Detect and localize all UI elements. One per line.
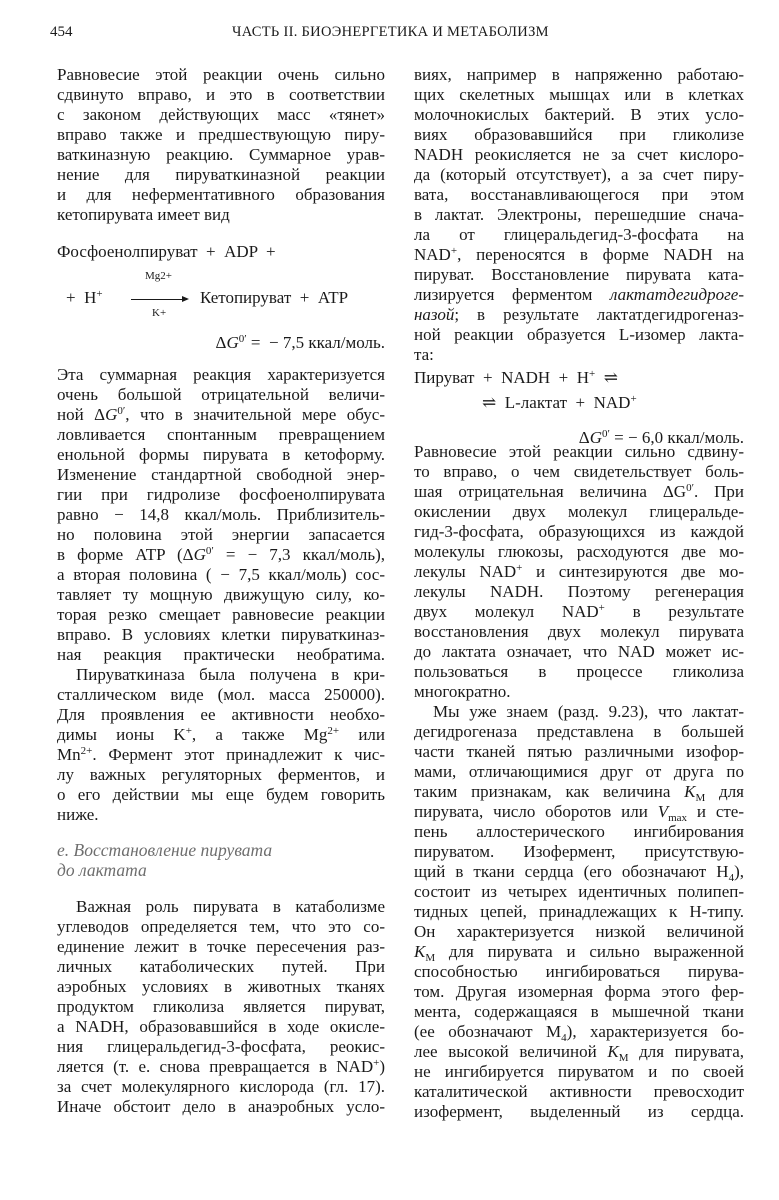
paragraph — [57, 365, 385, 665]
text-line — [414, 105, 744, 125]
text-run: и сте- — [687, 802, 745, 821]
superscript: + — [630, 393, 637, 405]
text-run: лее высокой величиной — [414, 1042, 608, 1061]
line-text: равно − 14,8 ккал/моль. Приблизитель- — [57, 505, 385, 524]
text-run: ; в результате лактатдегидрогеназ- — [454, 305, 744, 324]
line-text: лу важных регуляторных ферментов, и — [57, 765, 385, 784]
text-line — [57, 585, 385, 605]
text-line — [57, 785, 385, 805]
line-text: а NADH, образовавшийся в ходе окисле- — [57, 1017, 385, 1036]
italic-text: V — [657, 802, 669, 821]
text-run: таким признакам, как величина — [414, 782, 685, 801]
text-line — [57, 85, 385, 105]
text-line — [57, 997, 385, 1017]
text-line — [414, 742, 744, 762]
text-line — [414, 482, 744, 502]
italic-text: K — [607, 1042, 619, 1061]
text-line — [414, 782, 744, 802]
text-line — [57, 525, 385, 545]
text-line — [57, 565, 385, 585]
line-text: а вторая половина ( − 7,5 ккал/моль) сос- — [57, 565, 385, 584]
text-line — [414, 942, 744, 962]
line-text: мента, содержащаяся в мышечной ткани — [414, 1002, 744, 1021]
text-line — [57, 505, 385, 525]
paragraph — [414, 65, 744, 365]
text-run: ), — [734, 862, 744, 881]
text-line — [414, 1002, 744, 1022]
paragraph — [414, 442, 744, 702]
text-run: ной Δ — [57, 405, 106, 424]
line-text: кетопирувата имеет вид — [57, 205, 230, 224]
equation-line — [414, 368, 618, 388]
text-line — [57, 185, 385, 205]
line-text: ниже. — [57, 805, 99, 824]
reaction-arrow-icon — [131, 299, 187, 300]
line-text: гид-3-фосфата, образующихся из каждой — [414, 522, 744, 541]
text-line — [414, 345, 744, 365]
line-text: то вправо, о чем свидетельствует боль- — [414, 462, 744, 481]
text-run: ), характеризуется бо- — [566, 1022, 744, 1041]
superscript: + — [373, 1057, 380, 1069]
text-run: Пируват + NADH + H — [414, 368, 590, 387]
text-line — [414, 822, 744, 842]
page-number: 454 — [50, 24, 73, 40]
superscript: + — [516, 562, 523, 574]
text-run: лекулы NAD — [414, 562, 517, 581]
text-run: Δ — [215, 333, 227, 352]
text-line — [57, 105, 385, 125]
text-run: в форме ATP (Δ — [57, 545, 194, 564]
line-text: до лактата — [57, 860, 147, 880]
text-line — [57, 125, 385, 145]
line-text: о его действии мы еще будем говорить — [57, 785, 385, 804]
text-line — [57, 445, 385, 465]
text-run: ляется (т. е. снова превращается в NAD — [57, 1057, 374, 1076]
line-text: дегидрогеназа представлена в большей — [414, 722, 744, 741]
text-line — [414, 582, 744, 602]
text-line — [57, 1017, 385, 1037]
subscript: 4 — [728, 872, 735, 884]
text-run: и синтезируются две мо- — [522, 562, 744, 581]
text-line — [414, 245, 744, 265]
superscript: 0′ — [601, 428, 610, 440]
text-line — [57, 365, 385, 385]
text-line — [414, 165, 744, 185]
line-text: Иначе обстоит дело в анаэробных усло- — [57, 1097, 385, 1116]
paragraph — [414, 702, 744, 1122]
superscript: 0′ — [117, 405, 126, 417]
text-line — [414, 85, 744, 105]
text-line — [57, 485, 385, 505]
line-text: и для неферментативного образования — [57, 185, 385, 204]
line-text: единение лежит в точке пересечения раз- — [57, 937, 385, 956]
line-text: с законом действующих масс «тянет» — [57, 105, 385, 124]
superscript: 0′ — [686, 482, 694, 494]
italic-text: K — [684, 782, 696, 801]
text-run: для пирувата и сильно выраженной — [435, 942, 744, 961]
subscript: M — [695, 792, 706, 804]
text-line — [414, 602, 744, 622]
line-text: ния глицеральдегид-3-фосфата, реокис- — [57, 1037, 385, 1056]
text-line — [414, 205, 744, 225]
catalyst-below: K+ — [152, 307, 167, 319]
text-line — [57, 405, 385, 425]
section-heading — [57, 840, 385, 880]
italic-text: назой — [414, 305, 455, 324]
line-text: мами, отличающимися друг от друга по — [414, 762, 744, 781]
line-text: Пируваткиназа была получена в кри- — [76, 665, 385, 684]
text-line — [57, 65, 385, 85]
text-line — [57, 425, 385, 445]
text-line — [57, 465, 385, 485]
line-text: изофермент, выделенный из сердца. — [414, 1102, 744, 1121]
text-line — [57, 685, 385, 705]
paragraph — [57, 665, 385, 825]
line-text: способностью ингибироваться пирува- — [414, 962, 744, 981]
line-text: ла от глицеральдегид-3-фосфата на — [414, 225, 744, 244]
line-text: состоит из четырех идентичных полипеп- — [414, 882, 744, 901]
text-line — [414, 65, 744, 85]
line-text: до лактата означает, что NAD может ис- — [414, 642, 744, 661]
subscript: M — [425, 952, 436, 964]
text-line — [414, 1062, 744, 1082]
line-text: виях, например в напряженно работаю- — [414, 65, 744, 84]
italic-text: G — [193, 545, 206, 564]
line-text: пируват. Восстановление пирувата ката- — [414, 265, 744, 284]
line-text: Для проявления ее активности необхо- — [57, 705, 385, 724]
line-text: е. Восстановление пирувата — [57, 840, 273, 860]
line-text: за счет молекулярного кислорода (гл. 17). — [57, 1077, 385, 1096]
text-line — [414, 462, 744, 482]
line-text: да (который отсутствует), а за счет пиру- — [414, 165, 744, 184]
text-run: , а также Mg — [191, 725, 328, 744]
text-line — [57, 1057, 385, 1077]
line-text: пируватом. Изофермент, присутствую- — [414, 842, 744, 861]
line-text: сдвинуто вправо, и это в соответствии — [57, 85, 385, 104]
text-run: Δ — [578, 428, 590, 447]
text-run: ⇌ L-лактат + NAD — [482, 393, 631, 412]
line-text: вправо. В условиях клетки пируваткиназ- — [57, 625, 385, 644]
text-line — [414, 922, 744, 942]
italic-text: G — [589, 428, 602, 447]
catalyst-above: Mg2+ — [145, 270, 172, 282]
text-run: для пирувата, — [628, 1042, 744, 1061]
text-line — [57, 605, 385, 625]
line-text: пень аллостерического ингибирования — [414, 822, 744, 841]
text-line — [414, 882, 744, 902]
line-text: Важная роль пирувата в катаболизме — [76, 897, 385, 916]
line-text: аэробных условиях в животных тканях — [57, 977, 385, 996]
text-run: . Фермент этот принадлежит к чис- — [92, 745, 385, 764]
text-line — [414, 682, 744, 702]
text-run: димы ионы K — [57, 725, 186, 744]
line-text: восстановления двух молекул пирувата — [414, 622, 744, 641]
superscript: 0′ — [205, 545, 214, 557]
text-run: двух молекул NAD — [414, 602, 599, 621]
running-title: ЧАСТЬ II. БИОЭНЕРГЕТИКА И МЕТАБОЛИЗМ — [232, 24, 549, 40]
text-line — [414, 722, 744, 742]
equation-rhs: Кетопируват + ATP — [200, 288, 349, 307]
equation-line: Фосфоенолпируват + ADP + — [57, 242, 276, 261]
text-line — [414, 702, 744, 722]
text-line — [414, 125, 744, 145]
superscript: + — [589, 368, 596, 380]
line-text: том. Другая изомерная форма этого фер- — [414, 982, 744, 1001]
text-run: ) — [379, 1057, 385, 1076]
text-line — [414, 325, 744, 345]
subscript: max — [668, 812, 688, 824]
text-run: , что в значительной мере обус- — [125, 405, 385, 424]
line-text: нение для пируваткиназной реакции — [57, 165, 385, 184]
subscript: 4 — [561, 1032, 567, 1044]
text-run: Mn — [57, 745, 81, 764]
text-line — [414, 842, 744, 862]
text-line — [414, 862, 744, 882]
line-text: ная реакция практически необратима. — [57, 645, 385, 664]
text-line — [57, 937, 385, 957]
superscript: + — [185, 725, 192, 737]
text-line — [57, 545, 385, 565]
line-text: вата, восстанавливающегося при этом — [414, 185, 744, 204]
italic-text: G — [105, 405, 118, 424]
line-text: очень большой отрицательной величи- — [57, 385, 385, 404]
line-text: продуктом гликолиза является пируват, — [57, 997, 385, 1016]
line-text: Равновесие этой реакции очень сильно — [57, 65, 385, 84]
text-line — [57, 765, 385, 785]
line-text: вправо также и предшествующую пиру- — [57, 125, 385, 144]
line-text: Эта суммарная реакция характеризуется — [57, 365, 385, 384]
text-line — [414, 1102, 744, 1122]
line-text: Он характеризуется низкой величиной — [414, 922, 744, 941]
text-run: . При — [693, 482, 744, 501]
line-text: сталлическом виде (мол. масса 250000). — [57, 685, 385, 704]
line-text: многократно. — [414, 682, 511, 701]
text-line — [414, 1082, 744, 1102]
text-line — [57, 1037, 385, 1057]
text-run: NAD — [414, 245, 451, 264]
text-run: , переносятся в форме NADH на — [457, 245, 744, 264]
text-line — [57, 957, 385, 977]
text-line — [414, 802, 744, 822]
text-line — [57, 645, 385, 665]
paragraph — [57, 897, 385, 1117]
line-text: Равновесие этой реакции сильно сдвину- — [414, 442, 744, 461]
superscript: + — [598, 602, 605, 614]
text-run: щий в ткани сердца (его обозначают H — [414, 862, 729, 881]
line-text: молекулы глюкозы, расходуются две мо- — [414, 542, 744, 561]
line-text: лекулы NADH. Поэтому регенерация — [414, 582, 744, 601]
line-text: ловливается спонтанным превращением — [57, 425, 385, 444]
equation-text: + H — [66, 288, 97, 307]
text-line — [414, 962, 744, 982]
line-text: личных катаболических путей. При — [57, 957, 385, 976]
text-line — [57, 745, 385, 765]
text-line — [414, 145, 744, 165]
text-run: лизируется ферментом — [414, 285, 610, 304]
italic-text: G — [226, 333, 239, 352]
text-line — [414, 1042, 744, 1062]
text-line — [414, 642, 744, 662]
superscript: + — [96, 288, 103, 300]
text-run: для — [705, 782, 745, 801]
line-text: пользоваться в процессе гликолиза — [414, 662, 744, 681]
text-line — [414, 502, 744, 522]
text-line — [414, 662, 744, 682]
text-line — [57, 665, 385, 685]
equation-line — [482, 393, 637, 413]
line-text: не ингибируется пируватом и по своей — [414, 1062, 744, 1081]
text-line — [414, 902, 744, 922]
text-line — [414, 285, 744, 305]
text-line — [57, 860, 385, 880]
text-run: = − 7,3 ккал/моль), — [213, 545, 385, 564]
text-line — [414, 622, 744, 642]
line-text: молочнокислых бактерий. В этих усло- — [414, 105, 744, 124]
equation-lhs — [66, 288, 103, 308]
line-text: углеводов определяется тем, что это со- — [57, 917, 385, 936]
subscript: M — [618, 1052, 629, 1064]
delta-g-value — [579, 428, 744, 448]
text-line — [57, 977, 385, 997]
superscript: 2+ — [327, 725, 340, 737]
text-line — [414, 265, 744, 285]
line-text: Изменение стандартной свободной энер- — [57, 465, 385, 484]
text-line — [414, 185, 744, 205]
text-line — [57, 805, 385, 825]
superscript: + — [450, 245, 458, 257]
line-text: Мы уже знаем (разд. 9.23), что лактат- — [433, 702, 744, 721]
text-run: = − 7,5 ккал/моль. — [246, 333, 385, 352]
line-text: NADH реокисляется не за счет кислоро- — [414, 145, 744, 164]
delta-g-value — [216, 333, 385, 353]
text-line — [57, 205, 385, 225]
text-line — [414, 762, 744, 782]
text-line — [57, 917, 385, 937]
text-line — [414, 225, 744, 245]
text-line — [414, 1022, 744, 1042]
line-text: щих скелетных мышцах или в клетках — [414, 85, 744, 104]
text-line — [57, 145, 385, 165]
text-line — [57, 840, 385, 860]
text-line — [57, 897, 385, 917]
text-run: или — [339, 725, 385, 744]
text-run: шая отрицательная величина ΔG — [414, 482, 687, 501]
superscript: 0′ — [238, 333, 247, 345]
text-run: в результате — [604, 602, 745, 621]
line-text: тидных цепей, принадлежащих к H-типу. — [414, 902, 744, 921]
text-run: ⇌ — [595, 368, 619, 387]
text-run: (ее обозначают M — [414, 1022, 562, 1041]
line-text: енольной формы пирувата в кетоформу. — [57, 445, 385, 464]
line-text: тавляет ту мощную движущую силу, ко- — [57, 585, 385, 604]
line-text: торая резко смещает равновесие реакции — [57, 605, 385, 624]
text-line — [414, 542, 744, 562]
text-line — [57, 625, 385, 645]
text-line — [414, 305, 744, 325]
line-text: каталитической активности превосходит — [414, 1082, 744, 1101]
line-text: ной реакции образуется L-изомер лакта- — [414, 325, 744, 344]
line-text: та: — [414, 345, 434, 364]
italic-text: K — [414, 942, 426, 961]
text-line — [57, 385, 385, 405]
text-line — [57, 165, 385, 185]
text-line — [414, 982, 744, 1002]
line-text: в лактат. Электроны, перешедшие снача- — [414, 205, 744, 224]
superscript: 2+ — [80, 745, 93, 757]
text-line — [57, 705, 385, 725]
text-line — [57, 1077, 385, 1097]
line-text: виях образовавшийся при гликолизе — [414, 125, 744, 144]
line-text: гии при гидролизе фосфоенолпирувата — [57, 485, 385, 504]
text-run: пирувата, число оборотов или — [414, 802, 658, 821]
italic-text: лактатдегидроге- — [609, 285, 744, 304]
line-text: но половина этой энергии запасается — [57, 525, 385, 544]
text-line — [414, 562, 744, 582]
text-line — [57, 1097, 385, 1117]
text-run: = − 6,0 ккал/моль. — [609, 428, 744, 447]
text-line — [414, 522, 744, 542]
line-text: ваткиназную реакцию. Суммарное урав- — [57, 145, 385, 164]
paragraph — [57, 65, 385, 225]
line-text: окислении двух молекул глицеральде- — [414, 502, 744, 521]
line-text: части тканей пятью различными изофор- — [414, 742, 744, 761]
text-line — [57, 725, 385, 745]
